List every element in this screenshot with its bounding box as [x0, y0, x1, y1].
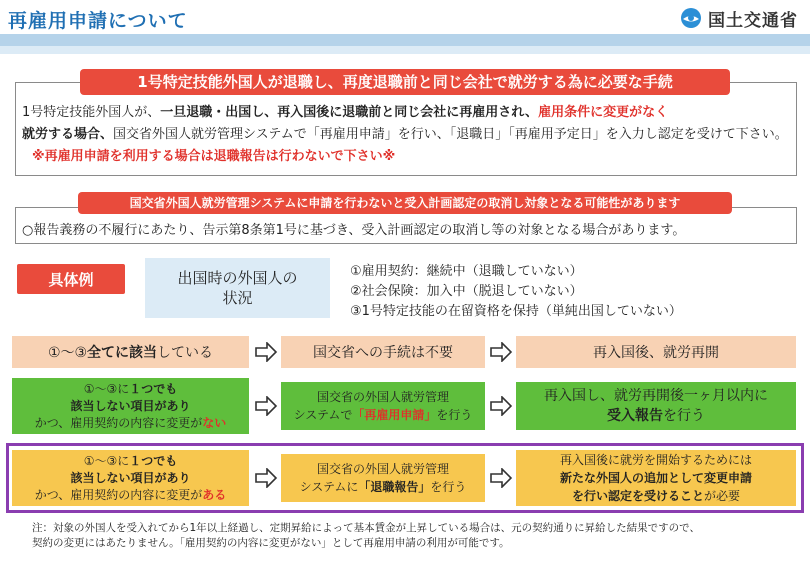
header-band: [0, 34, 810, 46]
row3-condition: ①～③に１つでも 該当しない項目があり かつ、雇用契約の内容に変更がある: [12, 450, 249, 506]
row3-procedure: 国交省の外国人就労管理 システムに「退職報告」を行う: [281, 454, 485, 502]
arrow-right-icon: [254, 396, 278, 416]
header-band-light: [0, 46, 810, 54]
org-name: 国土交通省: [708, 10, 798, 31]
condition-item: ②社会保険：加入中（脱退していない）: [350, 284, 583, 299]
page-title: 再雇用申請について: [8, 10, 188, 32]
org-logo: [680, 5, 798, 31]
arrow-right-icon: [254, 468, 278, 488]
row1-result: 再入国後、就労再開: [516, 336, 796, 368]
row3-result: 再入国後に就労を開始するためには 新たな外国人の追加として変更申請 を行い認定を受けることが必要: [516, 450, 796, 506]
arrow-right-icon: [254, 342, 278, 362]
section2-body: ○報告義務の不履行にあたり、告示第8条第1号に基づき、受入計画認定の取消し等の対象となる場合があります。: [22, 223, 686, 238]
row1-condition: ①～③全てに該当している: [12, 336, 249, 368]
row2-condition: ①～③に１つでも 該当しない項目があり かつ、雇用契約の内容に変更がない: [12, 378, 249, 434]
status-box: 出国時の外国人の 状況: [145, 258, 330, 318]
mlit-logo-icon: [680, 7, 702, 29]
section1-body: 1号特定技能外国人が、一旦退職・出国し、再入国後に退職前と同じ会社に再雇用され、雇用条件に変更がなく 就労する場合、国交省外国人就労管理システムで「再雇用申請」を行い、「退職日」「再雇用予定日」を入力し認定を受けて下さい。※再雇用申請を利用する場合は退職報告は行わないで下さい※: [22, 105, 788, 164]
section2-heading: 国交省外国人就労管理システムに申請を行わないと受入計画認定の取消し対象となる可能性があります: [78, 192, 732, 214]
row2-procedure: 国交省の外国人就労管理 システムで「再雇用申請」を行う: [281, 382, 485, 430]
arrow-right-icon: [489, 396, 513, 416]
row2-result: 再入国し、就労再開後一ヶ月以内に 受入報告を行う: [516, 382, 796, 430]
conditions-list: [350, 262, 800, 322]
row1-procedure: 国交省への手続は不要: [281, 336, 485, 368]
arrow-right-icon: [489, 342, 513, 362]
arrow-right-icon: [489, 468, 513, 488]
example-label: 具体例: [17, 264, 125, 294]
condition-item: ③1号特定技能の在留資格を保持（単純出国していない）: [350, 304, 682, 319]
condition-item: ①雇用契約：継続中（退職していない）: [350, 264, 583, 279]
footnote: 注：対象の外国人を受入れてから1年以上経過し、定期昇給によって基本賃金が上昇している場合は、元の契約通りに昇給した結果ですので、 契約の変更にはあたりません。「雇用契約の内容に変更がない」として再雇用申請の利用が可能です。: [32, 522, 700, 549]
section1-heading: 1号特定技能外国人が退職し、再度退職前と同じ会社で就労する為に必要な手続: [80, 69, 730, 95]
